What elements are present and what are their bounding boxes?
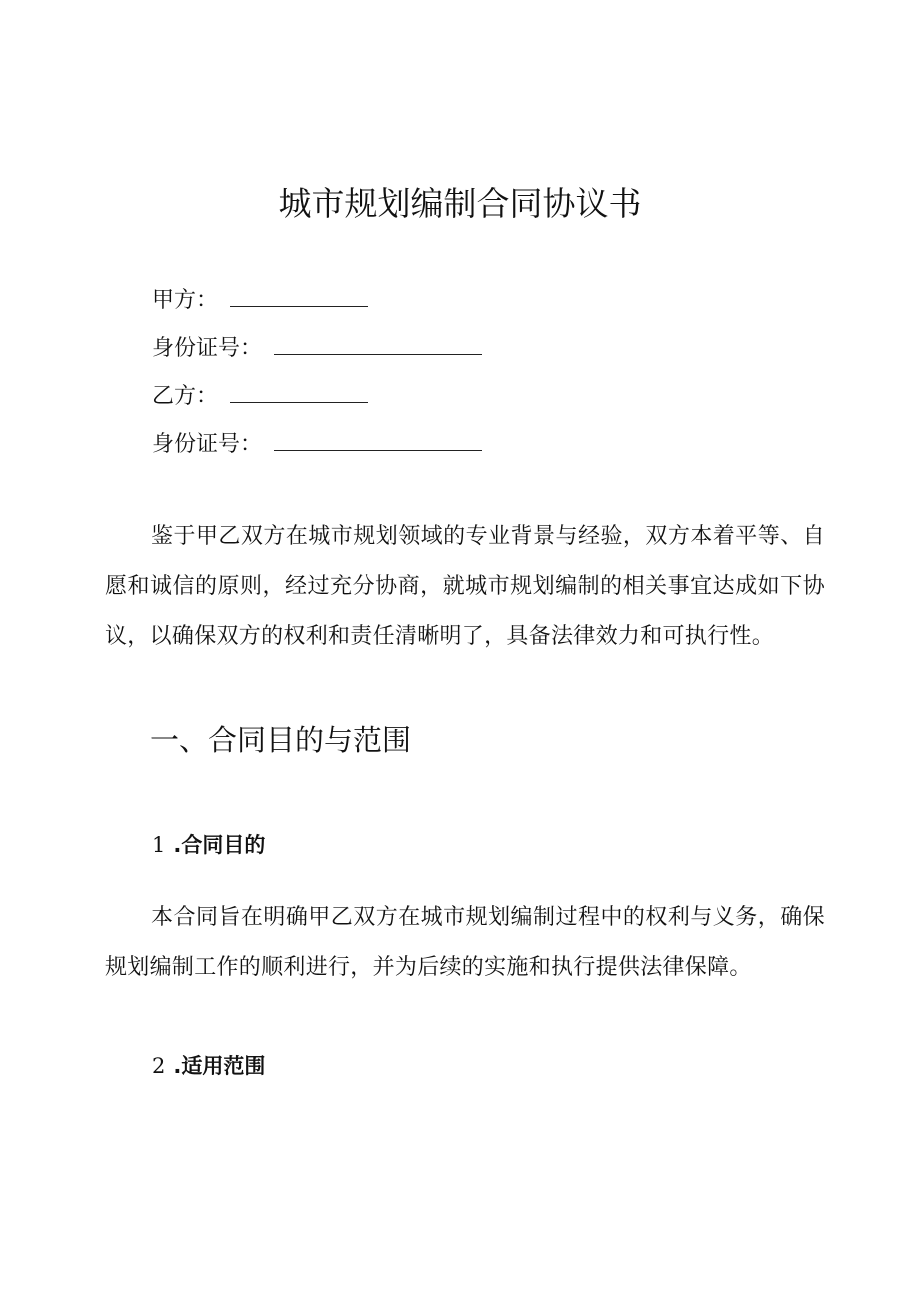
subsection-2-title: .适用范围 [173, 1054, 266, 1078]
party-b-label: 乙方： [152, 384, 219, 409]
subsection-1-title: .合同目的 [173, 833, 266, 857]
document-title: 城市规划编制合同协议书 [278, 184, 642, 223]
party-a-line [152, 284, 368, 316]
party-b-line [152, 380, 368, 412]
subsection-2-number: 2 [152, 1054, 166, 1078]
party-a-blank[interactable] [230, 284, 368, 307]
party-b-blank[interactable] [230, 380, 368, 403]
party-a-label: 甲方： [152, 288, 219, 313]
party-b-id-line [152, 428, 482, 460]
subsection-1-number: 1 [152, 833, 166, 857]
section-1-heading: 一、合同目的与范围 [150, 723, 412, 757]
preamble-paragraph: 鉴于甲乙双方在城市规划领域的专业背景与经验，双方本着平等、自愿和诚信的原则，经过充分协商，就城市规划编制的相关事宜达成如下协议，以确保双方的权利和责任清晰明了，具备法律效力和可执行性。 [105, 524, 825, 649]
subsection-2-heading [152, 1050, 265, 1080]
party-a-id-label: 身份证号： [152, 336, 263, 361]
party-b-id-label: 身份证号： [152, 432, 263, 457]
party-a-id-blank[interactable] [274, 332, 482, 355]
subsection-1-body: 本合同旨在明确甲乙双方在城市规划编制过程中的权利与义务，确保规划编制工作的顺利进行，并为后续的实施和执行提供法律保障。 [105, 905, 825, 980]
party-a-id-line [152, 332, 482, 364]
subsection-1-heading [152, 829, 265, 859]
party-b-id-blank[interactable] [274, 428, 482, 451]
